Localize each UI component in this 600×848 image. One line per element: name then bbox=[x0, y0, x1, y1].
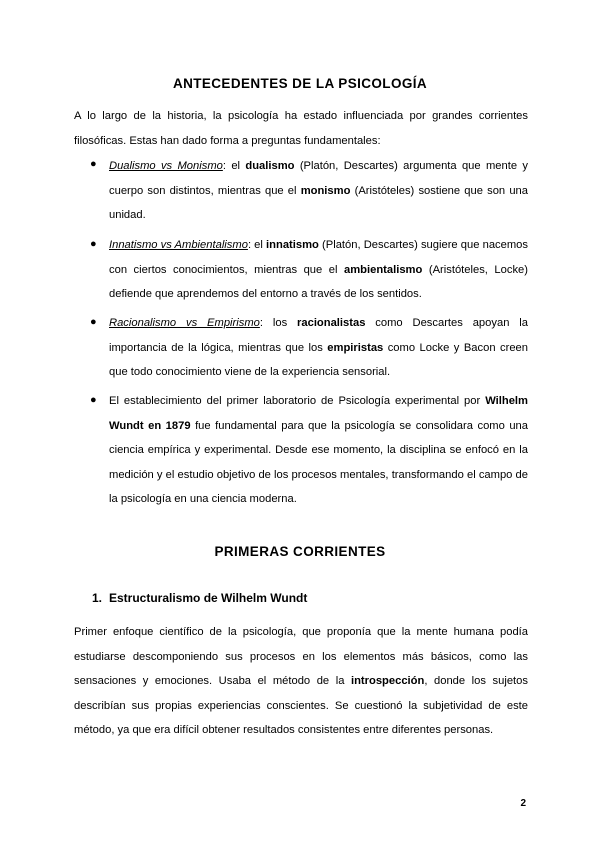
section-title-primeras-corrientes: PRIMERAS CORRIENTES bbox=[214, 544, 386, 559]
bullet-icon: ● bbox=[90, 316, 97, 328]
bullet-racionalismo: Racionalismo vs Empirismo: los racionalistas como Descartes apoyan la importancia de la lógica, mientras que los empiristas como Locke y Bacon creen que todo conocimiento viene de la experiencia sensorial. bbox=[109, 317, 528, 378]
section-title-antecedentes: ANTECEDENTES DE LA PSICOLOGÍA bbox=[172, 76, 428, 91]
page-number: 2 bbox=[520, 798, 526, 809]
bullet-term: Dualismo vs Monismo bbox=[109, 160, 223, 172]
bullet-innatismo: Innatismo vs Ambientalismo: el innatismo (Platón, Descartes) sugiere que nacemos con ciertos conocimientos, mientras que el ambientalismo (Aristóteles, Locke) defiende que aprendemos del entorno a través de los sentidos. bbox=[109, 239, 529, 300]
bullet-term: Racionalismo vs Empirismo bbox=[109, 317, 260, 329]
bullet-wundt-lab: El establecimiento del primer laboratorio de Psicología experimental por Wilhelm Wundt en 1879 fue fundamental para que la psicología se consolidara como una ciencia empírica y experimental. Desde ese momento, la disciplina se enfocó en la medición y el estudio objetivo de los procesos mentales, transformando el campo de la psicología en una ciencia moderna. bbox=[109, 395, 529, 505]
subheading-estructuralismo: Estructuralismo de Wilhelm Wundt bbox=[109, 591, 308, 605]
bullet-dualismo: Dualismo vs Monismo: el dualismo (Platón, Descartes) argumenta que mente y cuerpo son distintos, mientras que el monismo (Aristóteles) sostiene que son una unidad. bbox=[109, 160, 528, 221]
bullet-icon: ● bbox=[90, 238, 97, 250]
estructuralismo-paragraph: Primer enfoque científico de la psicología, que proponía que la mente humana podía estudiarse descomponiendo sus procesos en los elementos más básicos, como las sensaciones y emociones. Usaba el método de la introspección, donde los sujetos describían sus propias experiencias conscientes. Se cuestionó la subjetividad de este método, ya que era difícil obtener resultados consistentes entre diferentes personas. bbox=[74, 626, 528, 736]
subheading-number: 1. bbox=[92, 591, 103, 605]
bullet-term: Innatismo vs Ambientalismo bbox=[109, 239, 248, 251]
bullet-icon: ● bbox=[90, 158, 97, 170]
intro-paragraph: A lo largo de la historia, la psicología ha estado influenciada por grandes corrientes filosóficas. Estas han dado forma a preguntas fundamentales: bbox=[74, 110, 528, 147]
bullet-icon: ● bbox=[90, 394, 97, 406]
